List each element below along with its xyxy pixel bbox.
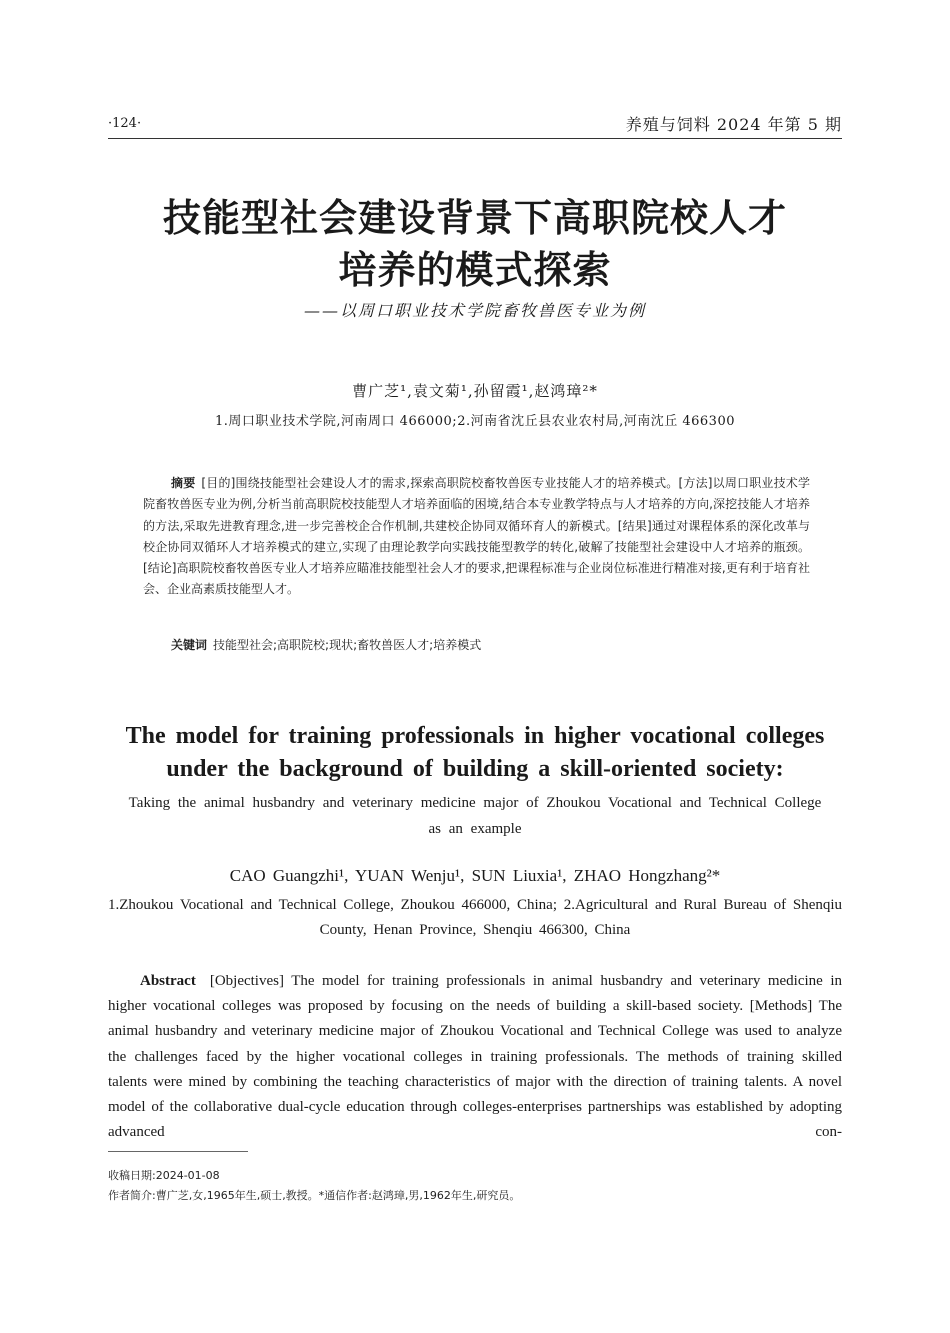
footnote-received-date: 收稿日期:2024-01-08 bbox=[108, 1169, 220, 1182]
chinese-abstract bbox=[143, 473, 810, 601]
english-abstract-label: Abstract bbox=[140, 973, 196, 989]
english-authors: CAO Guangzhi¹, YUAN Wenju¹, SUN Liuxia¹, ZHAO Hongzhang²* bbox=[229, 866, 721, 885]
chinese-abstract-label: 摘要 bbox=[171, 476, 196, 490]
footnote-author-info: 作者简介:曹广芝,女,1965年生,硕士,教授。*通信作者:赵鸿璋,男,1962年生,研究员。 bbox=[108, 1189, 521, 1202]
chinese-title bbox=[100, 192, 850, 296]
chinese-affiliations: 1.周口职业技术学院,河南周口 466000;2.河南省沈丘县农业农村局,河南沈丘 466300 bbox=[215, 414, 735, 429]
chinese-subtitle: ——以周口职业技术学院畜牧兽医专业为例 bbox=[303, 301, 646, 320]
journal-issue: 养殖与饲料 2024 年第 5 期 bbox=[625, 115, 842, 134]
english-subtitle: Taking the animal husbandry and veterinary medicine major of Zhoukou Vocational and Technical College as an example bbox=[128, 795, 822, 837]
page-number: ·124· bbox=[108, 116, 142, 131]
footnote-divider bbox=[108, 1151, 248, 1152]
english-title-line-2: under the background of building a skill-oriented society: bbox=[166, 756, 784, 782]
chinese-keywords bbox=[171, 636, 481, 653]
chinese-title-line-1: 技能型社会建设背景下高职院校人才 bbox=[162, 196, 787, 240]
running-header bbox=[108, 110, 842, 139]
chinese-authors: 曹广芝¹,袁文菊¹,孙留霞¹,赵鸿璋²* bbox=[352, 382, 598, 400]
chinese-title-line-2: 培养的模式探索 bbox=[338, 248, 612, 292]
english-abstract-text: [Objectives] The model for training professionals in animal husbandry and veterinary medicine in higher vocational colleges was proposed by focusing on the needs of building a skill-based society. [Methods] The animal husbandry and veterinary medicine major of Zhoukou Vocational and Technical College was used to analyze the challenges faced by the higher vocational colleges in training professionals. The methods of training skilled talents were mined by combining the teaching characteristics of major with the direction of training talents. A novel model of the collaborative dual-cycle education through colleges-enterprises partnerships was established by adopting advanced con- bbox=[108, 973, 842, 1141]
english-title bbox=[90, 720, 860, 786]
english-title-line-1: The model for training professionals in higher vocational colleges bbox=[125, 723, 825, 749]
chinese-keywords-text: 技能型社会;高职院校;现状;畜牧兽医人才;培养模式 bbox=[213, 638, 482, 652]
english-affiliations: 1.Zhoukou Vocational and Technical College, Zhoukou 466000, China; 2.Agricultural and Rural Bureau of Shenqiu County, Henan Province, Shenqiu 466300, China bbox=[107, 897, 843, 938]
chinese-keywords-label: 关键词 bbox=[171, 638, 208, 652]
english-abstract bbox=[108, 969, 842, 1145]
chinese-abstract-text: [目的]围绕技能型社会建设人才的需求,探索高职院校畜牧兽医专业技能人才的培养模式。[方法]以周口职业技术学院畜牧兽医专业为例,分析当前高职院校技能型人才培养面临的困境,结合本专业教学特点与人才培养的方向,深挖技能人才培养的方法,采取先进教育理念,进一步完善校企合作机制,共建校企协同双循环育人的新模式。[结果]通过对课程体系的深化改革与校企协同双循环人才培养模式的建立,实现了由理论教学向实践技能型教学的转化,破解了技能型社会建设中人才培养的瓶颈。[结论]高职院校畜牧兽医专业人才培养应瞄准技能型社会人才的要求,把课程标准与企业岗位标准进行精准对接,更有利于培育社会、企业高素质技能型人才。 bbox=[143, 476, 810, 597]
